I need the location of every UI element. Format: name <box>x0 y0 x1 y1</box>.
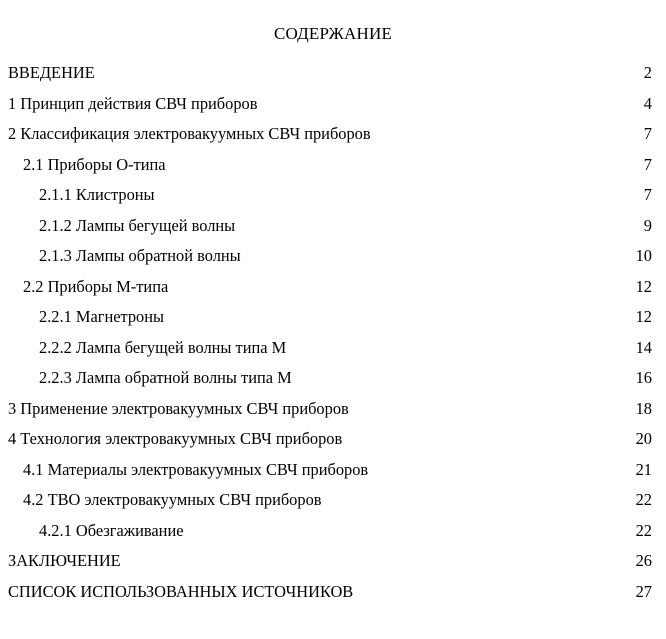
toc-entry[interactable] <box>0 455 666 486</box>
dot-leader <box>97 63 642 83</box>
dot-leader <box>166 307 634 327</box>
toc-entry-page: 12 <box>635 276 652 296</box>
toc-entry-title: 2.1.2 Лампы бегущей волны <box>39 215 236 235</box>
toc-entry[interactable] <box>0 363 666 394</box>
dot-leader <box>157 185 642 205</box>
toc-entry-title: 1 Принцип действия СВЧ приборов <box>8 93 258 113</box>
dot-leader <box>243 246 634 266</box>
toc-entry-page: 22 <box>635 490 652 510</box>
dot-leader <box>170 277 633 297</box>
toc-entry-title: 2.2.3 Лампа обратной волны типа М <box>39 368 292 388</box>
toc-entry-page: 22 <box>635 520 652 540</box>
toc-entry-page: 16 <box>635 368 652 388</box>
toc-entry-title: 2 Классификация электровакуумных СВЧ приборов <box>8 124 371 144</box>
dot-leader <box>288 338 633 358</box>
dot-leader <box>344 429 633 449</box>
toc-entry-page: 2 <box>643 63 652 83</box>
dot-leader <box>355 582 633 602</box>
toc-list <box>0 58 666 607</box>
toc-entry[interactable] <box>0 89 666 120</box>
toc-title: СОДЕРЖАНИЕ <box>273 24 393 43</box>
toc-entry[interactable] <box>0 485 666 516</box>
dot-leader <box>373 124 642 144</box>
toc-entry[interactable] <box>0 150 666 181</box>
toc-entry-title: 4.1 Материалы электровакуумных СВЧ приборов <box>23 459 369 479</box>
dot-leader <box>168 155 642 175</box>
toc-entry[interactable] <box>0 211 666 242</box>
toc-entry-title: 2.1.1 Клистроны <box>39 185 155 205</box>
toc-entry-page: 4 <box>643 93 652 113</box>
toc-entry[interactable] <box>0 302 666 333</box>
toc-entry-title: ЗАКЛЮЧЕНИЕ <box>8 551 121 571</box>
dot-leader <box>324 490 634 510</box>
dot-leader <box>370 460 633 480</box>
dot-leader <box>237 216 642 236</box>
toc-entry-title: 2.1 Приборы О-типа <box>23 154 166 174</box>
toc-entry[interactable] <box>0 516 666 547</box>
toc-entry-page: 18 <box>635 398 652 418</box>
toc-entry-title: ВВЕДЕНИЕ <box>8 63 95 83</box>
dot-leader <box>259 94 641 114</box>
toc-entry[interactable] <box>0 577 666 608</box>
toc-entry-page: 21 <box>635 459 652 479</box>
toc-entry[interactable] <box>0 58 666 89</box>
toc-entry[interactable] <box>0 394 666 425</box>
toc-entry-page: 7 <box>643 185 652 205</box>
toc-entry[interactable] <box>0 272 666 303</box>
toc-entry-title: 4 Технология электровакуумных СВЧ приборов <box>8 429 343 449</box>
toc-entry-page: 14 <box>635 337 652 357</box>
toc-entry[interactable] <box>0 333 666 364</box>
toc-entry-title: 3 Применение электровакуумных СВЧ приборов <box>8 398 349 418</box>
toc-entry-title: 2.2.1 Магнетроны <box>39 307 165 327</box>
toc-entry-title: 2.1.3 Лампы обратной волны <box>39 246 241 266</box>
toc-entry-title: 2.2 Приборы М-типа <box>23 276 169 296</box>
toc-entry-page: 7 <box>643 154 652 174</box>
dot-leader <box>186 521 634 541</box>
toc-entry-page: 12 <box>635 307 652 327</box>
toc-entry-title: 4.2.1 Обезгаживание <box>39 520 184 540</box>
toc-entry-page: 26 <box>635 551 652 571</box>
toc-entry[interactable] <box>0 546 666 577</box>
dot-leader <box>294 368 634 388</box>
dot-leader <box>351 399 634 419</box>
toc-entry[interactable] <box>0 180 666 211</box>
toc-entry-page: 27 <box>635 581 652 601</box>
toc-entry[interactable] <box>0 424 666 455</box>
toc-entry-title: СПИСОК ИСПОЛЬЗОВАННЫХ ИСТОЧНИКОВ <box>8 581 354 601</box>
toc-entry-page: 9 <box>643 215 652 235</box>
toc-entry[interactable] <box>0 241 666 272</box>
toc-entry-page: 7 <box>643 124 652 144</box>
toc-entry-title: 2.2.2 Лампа бегущей волны типа М <box>39 337 287 357</box>
toc-entry[interactable] <box>0 119 666 150</box>
toc-entry-page: 10 <box>635 246 652 266</box>
toc-entry-page: 20 <box>635 429 652 449</box>
toc-entry-title: 4.2 ТВО электровакуумных СВЧ приборов <box>23 490 322 510</box>
dot-leader <box>123 551 634 571</box>
